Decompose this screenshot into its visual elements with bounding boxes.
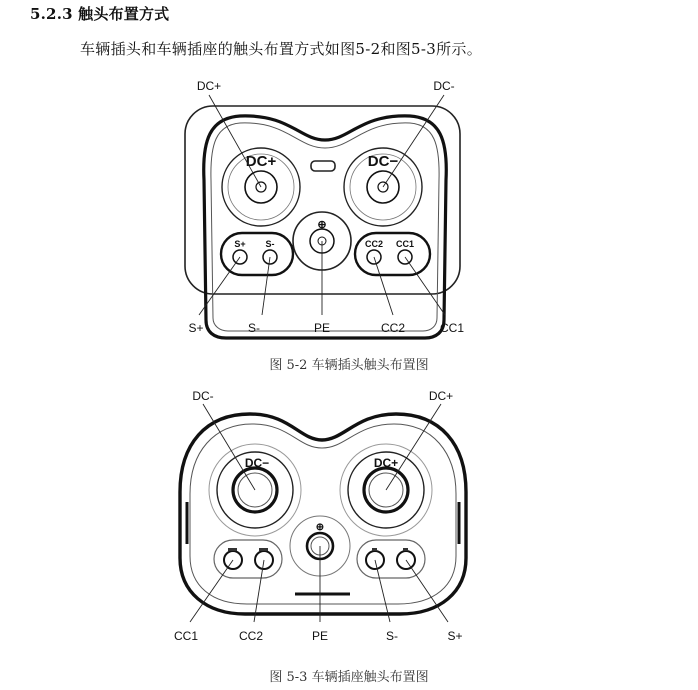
socket-dc-plus-text: DC+ xyxy=(373,456,399,470)
plug-bottom-s-minus: S- xyxy=(248,321,260,335)
plug-bottom-pe: PE xyxy=(313,321,331,335)
plug-bottom-s-plus: S+ xyxy=(188,321,204,335)
socket-bottom-cc1: CC1 xyxy=(173,629,199,643)
socket-diagram xyxy=(0,382,698,657)
plug-diagram xyxy=(0,70,698,345)
plug-housing xyxy=(185,106,460,294)
plug-s-minus-text: S- xyxy=(265,239,275,249)
plug-label-dc-minus: DC- xyxy=(433,79,455,93)
socket-bottom-s-minus: S- xyxy=(386,629,398,643)
figure-vehicle-plug xyxy=(0,70,698,345)
socket-bottom-cc2: CC2 xyxy=(238,629,264,643)
plug-cc1-text: CC1 xyxy=(395,239,415,249)
section-heading: 5.2.3 触头布置方式 xyxy=(30,5,170,23)
socket-cc1-mark xyxy=(228,548,237,551)
caption-figure-5-3: 图 5-3 车辆插座触头布置图 xyxy=(269,670,429,685)
socket-s-minus-mark xyxy=(372,548,377,551)
socket-cc2-mark xyxy=(259,548,268,551)
plug-label-dc-plus: DC+ xyxy=(196,79,222,93)
plug-pe-symbol: ⊕ xyxy=(317,219,327,231)
socket-leader-lines xyxy=(190,404,448,622)
socket-housing xyxy=(180,414,466,614)
figure-vehicle-socket xyxy=(0,382,698,657)
socket-label-dc-minus: DC- xyxy=(192,389,214,403)
plug-s-plus-text: S+ xyxy=(234,239,246,249)
plug-cc2-text: CC2 xyxy=(364,239,384,249)
plug-bottom-cc1: CC1 xyxy=(439,321,465,335)
plug-bottom-cc2: CC2 xyxy=(380,321,406,335)
socket-label-dc-plus: DC+ xyxy=(428,389,454,403)
socket-dc-minus-text: DC− xyxy=(244,456,270,470)
socket-pe-symbol: ⊕ xyxy=(315,522,325,533)
socket-s-plus-mark xyxy=(403,548,408,551)
socket-bottom-pe: PE xyxy=(311,629,329,643)
body-paragraph: 车辆插头和车辆插座的触头布置方式如图5-2和图5-3所示。 xyxy=(80,40,483,58)
plug-dc-plus-text: DC+ xyxy=(245,153,277,170)
plug-leader-lines xyxy=(199,95,445,315)
plug-latch-slot xyxy=(311,161,335,171)
plug-dc-minus-text: DC− xyxy=(367,153,399,170)
caption-figure-5-2: 图 5-2 车辆插头触头布置图 xyxy=(269,358,429,373)
socket-bottom-s-plus: S+ xyxy=(447,629,463,643)
